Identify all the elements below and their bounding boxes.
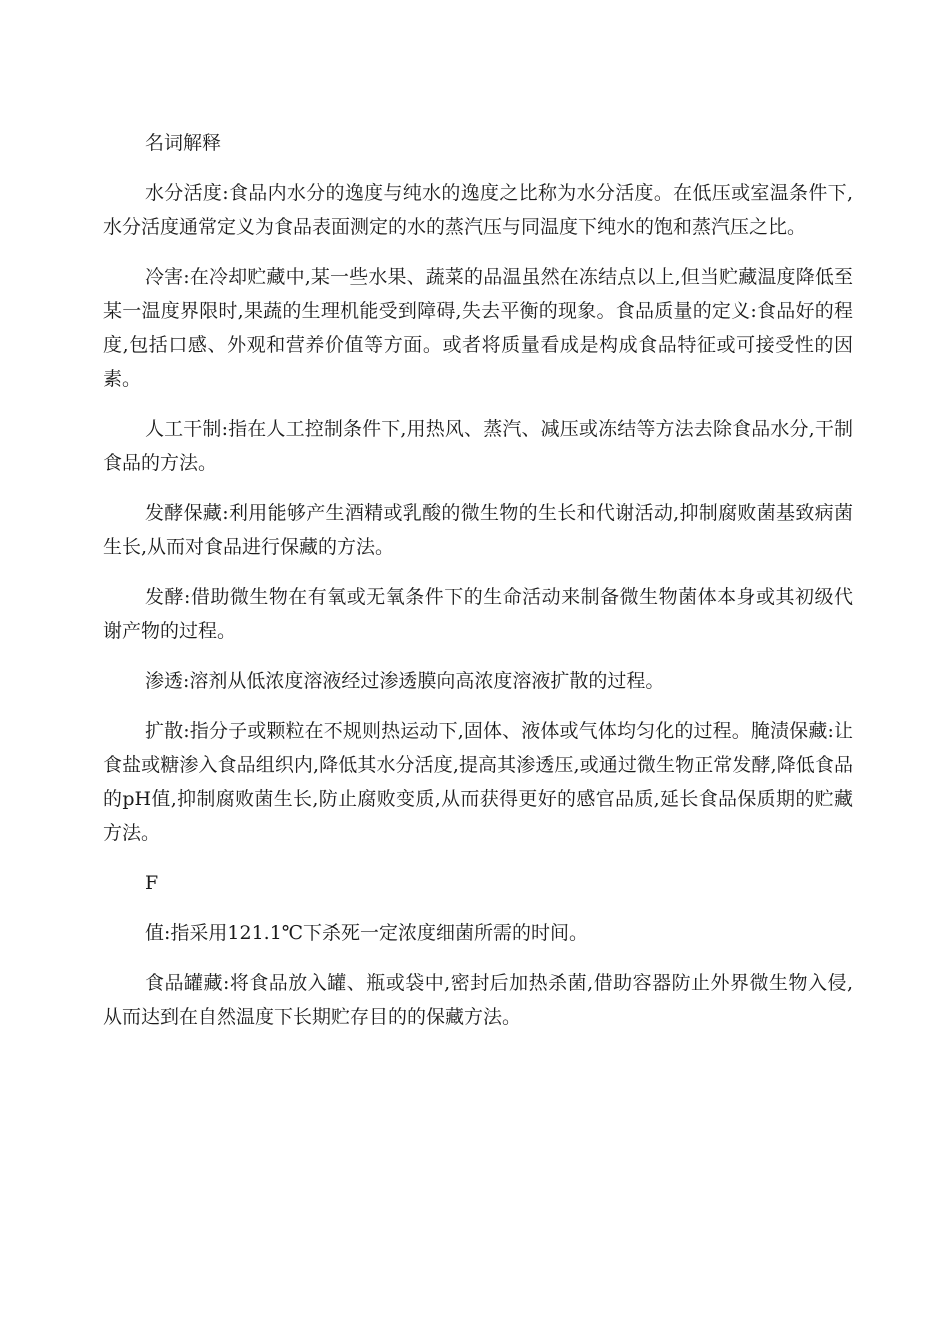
paragraph-chilling-injury: 冷害:在冷却贮藏中,某一些水果、蔬菜的品温虽然在冻结点以上,但当贮藏温度降低至某一温度界限时,果蔬的生理机能受到障碍,失去平衡的现象。食品质量的定义:食品好的程度,包括口感、外观和营养价值等方面。或者将质量看成是构成食品特征或可接受性的因素。 (103, 266, 853, 390)
paragraph-water-activity: 水分活度:食品内水分的逸度与纯水的逸度之比称为水分活度。在低压或室温条件下,水分活度通常定义为食品表面测定的水的蒸汽压与同温度下纯水的饱和蒸汽压之比。 (103, 182, 853, 238)
paragraph-f-label: F (145, 872, 159, 894)
document-body (103, 126, 853, 1050)
paragraph-artificial-drying: 人工干制:指在人工控制条件下,用热风、蒸汽、减压或冻结等方法去除食品水分,干制食品的方法。 (103, 418, 853, 474)
paragraph-fermentation: 发酵:借助微生物在有氧或无氧条件下的生命活动来制备微生物菌体本身或其初级代谢产物的过程。 (103, 586, 853, 642)
paragraph-fermentation-preservation: 发酵保藏:利用能够产生酒精或乳酸的微生物的生长和代谢活动,抑制腐败菌基致病菌生长,从而对食品进行保藏的方法。 (103, 502, 853, 558)
paragraph-diffusion: 扩散:指分子或颗粒在不规则热运动下,固体、液体或气体均匀化的过程。腌渍保藏:让食盐或糖渗入食品组织内,降低其水分活度,提高其渗透压,或通过微生物正常发酵,降低食品的pH值,抑制腐败菌生长,防止腐败变质,从而获得更好的感官品质,延长食品保质期的贮藏方法。 (103, 720, 853, 844)
section-heading: 名词解释 (145, 132, 222, 154)
paragraph-f-value: 值:指采用121.1℃下杀死一定浓度细菌所需的时间。 (145, 922, 589, 944)
paragraph-canning: 食品罐藏:将食品放入罐、瓶或袋中,密封后加热杀菌,借助容器防止外界微生物入侵,从而达到在自然温度下长期贮存目的的保藏方法。 (103, 972, 853, 1028)
paragraph-osmosis: 渗透:溶剂从低浓度溶液经过渗透膜向高浓度溶液扩散的过程。 (145, 670, 665, 692)
